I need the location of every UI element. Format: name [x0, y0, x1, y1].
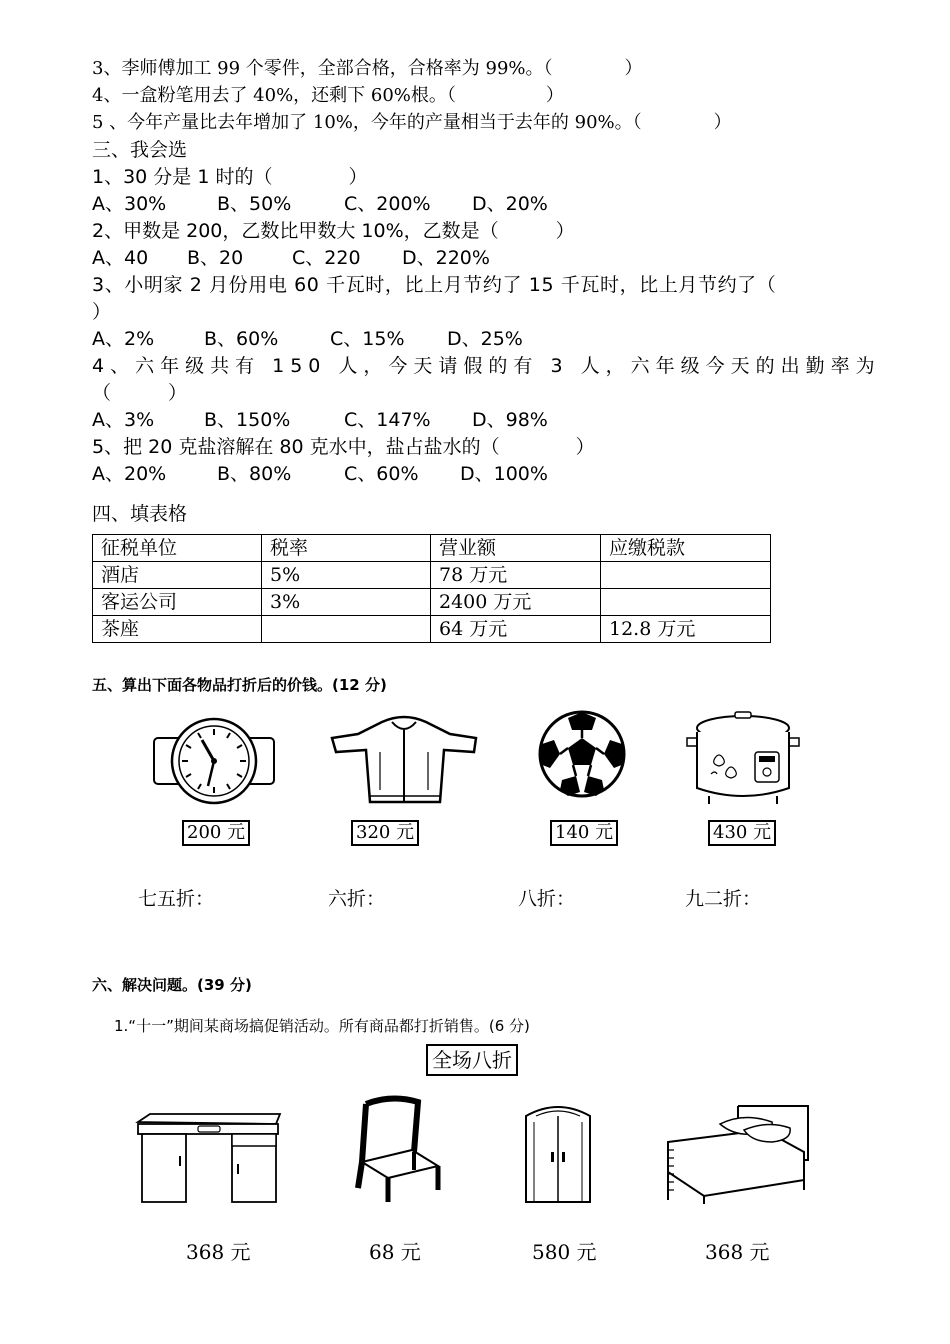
- s3-q4-cont: （ ）: [92, 382, 188, 404]
- option-d: D、25%: [447, 328, 523, 350]
- option-c: C、60%: [344, 463, 419, 485]
- discount-label: 八折：: [518, 888, 576, 910]
- table-row: [93, 616, 771, 643]
- header-cell: 征税单位: [93, 535, 262, 562]
- option-c: C、220: [292, 247, 361, 269]
- judge-q4: 4、一盒粉笔用去了 40%，还剩下 60%根。（ ）: [92, 85, 564, 106]
- section4-title: 四、填表格: [92, 503, 188, 525]
- bed-icon: [664, 1100, 812, 1206]
- option-a: A、30%: [92, 193, 167, 215]
- football-icon: [538, 710, 626, 798]
- s3-q5-options: [92, 459, 792, 485]
- desk-price: 368 元: [186, 1240, 251, 1264]
- s3-q3-cont: ）: [92, 301, 112, 323]
- discount-label: 七五折：: [138, 888, 215, 910]
- s3-q2-options: [92, 243, 792, 269]
- header-cell: 营业额: [431, 535, 601, 562]
- judge-q3: 3、李师傅加工 99 个零件，全部合格，合格率为 99%。（ ）: [92, 58, 643, 79]
- wardrobe-price: 580 元: [532, 1240, 597, 1264]
- rice-cooker-price: 430 元: [708, 820, 776, 846]
- sale-banner: 全场八折: [426, 1044, 518, 1076]
- chair-icon: [352, 1096, 444, 1206]
- section6-title: 六、解决问题。(39 分): [92, 976, 252, 994]
- option-d: D、98%: [472, 409, 548, 431]
- header-cell: 税率: [262, 535, 431, 562]
- table-cell[interactable]: [262, 616, 431, 643]
- option-a: A、2%: [92, 328, 155, 350]
- table-cell: 茶座: [93, 616, 262, 643]
- discount-label: 九二折：: [685, 888, 762, 910]
- option-d: D、20%: [472, 193, 548, 215]
- watch-icon: [150, 716, 280, 806]
- option-d: D、220%: [402, 247, 490, 269]
- s3-q1-options: [92, 189, 792, 215]
- bed-price: 368 元: [705, 1240, 770, 1264]
- jacket-price: 320 元: [351, 820, 419, 846]
- s3-q3: 3、小明家 2 月份用电 60 千瓦时，比上月节约了 15 千瓦时，比上月节约了（: [92, 274, 777, 296]
- option-a: A、3%: [92, 409, 155, 431]
- table-cell: 客运公司: [93, 589, 262, 616]
- table-header-row: [93, 535, 771, 562]
- tax-table: [92, 534, 771, 643]
- table-cell: 5%: [262, 562, 431, 589]
- table-cell[interactable]: [601, 562, 771, 589]
- table-cell: 2400 万元: [431, 589, 601, 616]
- desk-icon: [136, 1112, 282, 1204]
- section5-title: 五、算出下面各物品打折后的价钱。(12 分): [92, 676, 387, 694]
- judge-q5: 5 、今年产量比去年增加了 10%，今年的产量相当于去年的 90%。（ ）: [92, 112, 732, 133]
- table-cell: 78 万元: [431, 562, 601, 589]
- option-b: B、20: [187, 247, 244, 269]
- table-cell: 12.8 万元: [601, 616, 771, 643]
- option-a: A、40: [92, 247, 149, 269]
- option-b: B、60%: [204, 328, 279, 350]
- header-cell: 应缴税款: [601, 535, 771, 562]
- option-a: A、20%: [92, 463, 167, 485]
- s3-q2: 2、甲数是 200，乙数比甲数大 10%，乙数是（ ）: [92, 220, 575, 242]
- table-row: [93, 589, 771, 616]
- option-d: D、100%: [460, 463, 548, 485]
- s3-q4: 4、六年级共有 150 人，今天请假的有 3 人，六年级今天的出勤率为: [92, 355, 881, 377]
- section3-title: 三、我会选: [92, 139, 188, 161]
- option-c: C、147%: [344, 409, 431, 431]
- wardrobe-icon: [522, 1102, 594, 1206]
- rice-cooker-icon: [685, 708, 801, 808]
- option-c: C、15%: [330, 328, 405, 350]
- table-cell: 酒店: [93, 562, 262, 589]
- football-price: 140 元: [550, 820, 618, 846]
- s6-q1: 1.“十一”期间某商场搞促销活动。所有商品都打折销售。(6 分): [114, 1017, 530, 1035]
- discount-label: 六折：: [328, 888, 386, 910]
- table-cell: 64 万元: [431, 616, 601, 643]
- option-c: C、200%: [344, 193, 431, 215]
- option-b: B、80%: [217, 463, 292, 485]
- watch-price: 200 元: [182, 820, 250, 846]
- table-row: [93, 562, 771, 589]
- jacket-icon: [330, 712, 478, 812]
- s3-q3-options: [92, 324, 792, 350]
- s3-q4-options: [92, 405, 792, 431]
- chair-price: 68 元: [369, 1240, 421, 1264]
- table-cell[interactable]: [601, 589, 771, 616]
- table-cell: 3%: [262, 589, 431, 616]
- option-b: B、150%: [204, 409, 291, 431]
- s3-q1: 1、30 分是 1 时的（ ）: [92, 166, 368, 188]
- s3-q5: 5、把 20 克盐溶解在 80 克水中，盐占盐水的（ ）: [92, 436, 595, 458]
- option-b: B、50%: [217, 193, 292, 215]
